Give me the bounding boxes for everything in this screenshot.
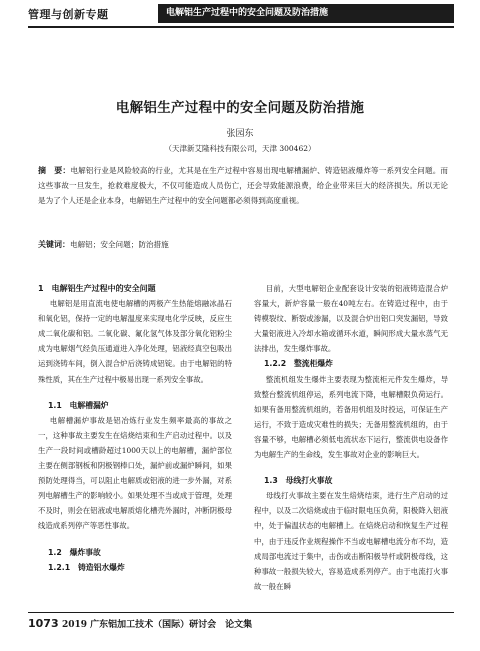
section-heading-1-2-1: 1.2.1 铸造铝水爆炸	[48, 562, 125, 572]
header-rule	[28, 26, 454, 28]
abstract-label: 摘 要：	[38, 166, 71, 175]
paragraph: 整流机组发生爆炸主要表现为整流柜元件发生爆炸，导致整台整流机组停运，系列电流下降，电解槽限负荷运行。如果有备用整流机组的，若备用机组及时投运，可保证生产运行，不致于造成灾难性的损失；无备用整流机组的，由于容量不够，电解槽必须低电流状态下运行，整流供电设备作为电解生产的生命线，发生事故对企业的影响巨大。	[254, 374, 448, 460]
conference-name: 2019 广东铝加工技术（国际）研讨会 论文集	[62, 620, 253, 630]
page-footer	[28, 612, 454, 633]
section-heading-1-1: 1.1 电解槽漏炉	[48, 400, 109, 410]
section-heading-1: 1 电解铝生产过程中的安全问题	[38, 284, 156, 293]
section-label: 管理与创新专题	[28, 8, 109, 21]
paper-title: 电解铝生产过程中的安全问题及防治措施	[115, 100, 365, 116]
keywords-label: 关键词：	[38, 240, 70, 249]
page-header	[28, 4, 454, 26]
right-column	[254, 281, 448, 594]
section-heading-1-2-2: 1.2.2 整流柜爆炸	[264, 359, 333, 369]
author-affiliation: （天津新艾隆科技有限公司，天津 300462）	[164, 144, 316, 153]
paragraph: 电解槽漏炉事故是铝冶炼行业发生频率最高的事故之一，这种事故主要发生在焙烧结束和生产启动过程中。以及生产一段时间或槽龄超过1000天以上的电解槽，漏炉部位主要在侧部钢板和阴极钢棒口处，漏炉前或漏炉瞬间，如果预防处理得当，可以阻止电解质或铝液的进一步外漏，对系列电解槽生产的影响较小。如果处理不当或成于管理，处理不及时，则会在铝液或电解质熔化槽壳外漏时，冲断阴极母线造成系列停产等恶性事故。	[38, 415, 232, 531]
keywords	[38, 239, 448, 250]
section-heading-1-2: 1.2 爆炸事故	[48, 547, 101, 557]
keywords-text: 电解铝；安全问题；防治措施	[70, 240, 169, 249]
author-name: 张园东	[226, 129, 254, 139]
running-title-bar: 电解铝生产过程中的安全问题及防治措施	[158, 4, 454, 23]
paragraph: 目前，大型电解铝企业配套设计安装的铝液铸造混合炉容量大，新炉容量一般在40吨左右。在铸造过程中，由于铸模裂纹、断裂或渗漏，以及混合炉出铝口突发漏铝，导致大量铝液进入冷却水箱或循环水道，瞬间形成大量水蒸气无法排出，发生爆炸事故。	[254, 284, 448, 354]
paragraph: 母线打火事故主要在发生焙烧结束，进行生产启动的过程中，以及二次焙烧或由于临时限电压负荷，阳极降入铝液中，处于偏温状态的电解槽上。在焙烧启动和恢复生产过程中，由于违反作业规程操作不当或电解槽电流分布不均，造成局部电流过于集中，击伤或击断阳极导杆或阴极母线，这种事故一般损失较大，容易造成系列停产。由于电流打火事故一般在瞬	[254, 491, 448, 591]
paragraph: 电解铝是用直流电使电解槽的两极产生热能熔融冰晶石和氧化铝，保持一定的电解温度来实现电化学反映，反应生成二氧化碳和铝。二氧化碳、氟化氢气体及部分氧化铝粉尘成为电解烟气经负压通道进入净化处理，铝液经真空包吸出运到浇铸车间，倒入混合炉后浇铸成铝锭。由于电解铝的特殊性质，其在生产过程中极易出现一系列安全事故。	[38, 299, 232, 384]
page-number: 1073	[28, 617, 59, 630]
abstract-text: 电解铝行业是风险较高的行业，尤其是在生产过程中容易出现电解槽漏炉、铸造铝液爆炸等一系列安全问题。而这些事故一旦发生，抢救难度极大，不仅可能造成人员伤亡，还会导致能源浪费，给企业带来巨大的经济损失。所以无论是为了个人还是企业本身，电解铝生产过程中的安全问题都必须得到高度重视。	[38, 166, 449, 205]
abstract	[38, 163, 448, 208]
left-column	[38, 281, 232, 575]
section-heading-1-3: 1.3 母线打火事故	[264, 476, 333, 486]
